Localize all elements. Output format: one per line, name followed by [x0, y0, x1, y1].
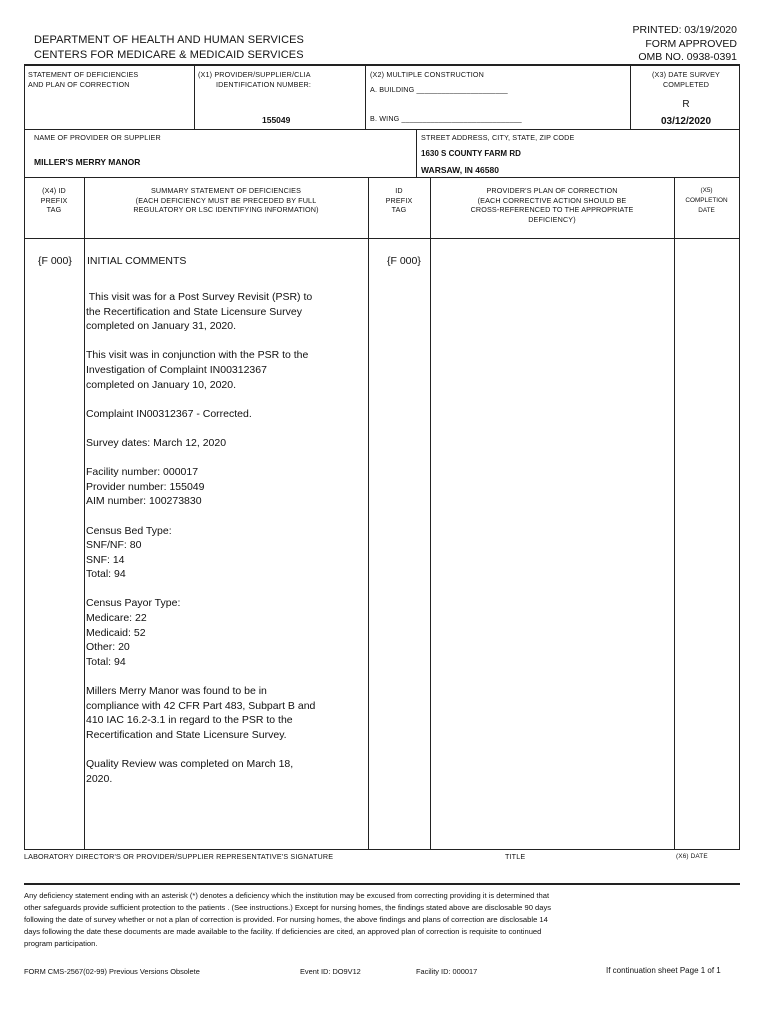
table-left-border [24, 177, 25, 849]
table-right-border [739, 177, 740, 849]
department-header [34, 33, 304, 62]
title-label: TITLE [505, 852, 526, 861]
entry-line: This visit was in conjunction with the PSR to the [86, 349, 309, 362]
entry-paragraph [86, 524, 348, 582]
provider-name: MILLER'S MERRY MANOR [34, 157, 141, 167]
form-approved: FORM APPROVED [645, 37, 737, 50]
form-number: FORM CMS-2567(02-99) Previous Versions Obsolete [24, 967, 200, 976]
entry-paragraph [86, 465, 348, 509]
address-street: 1630 S COUNTY FARM RD [421, 149, 521, 158]
provider-name-label: NAME OF PROVIDER OR SUPPLIER [34, 133, 161, 142]
disclaimer-text [24, 890, 664, 950]
x2-building: A. BUILDING ______________________ [370, 85, 508, 94]
entry-line: Other: 20 [86, 641, 130, 654]
entry-line: Medicare: 22 [86, 612, 147, 625]
signature-bottom-border [24, 883, 740, 885]
entry-line: Complaint IN00312367 - Corrected. [86, 407, 252, 420]
agency-name: CENTERS FOR MEDICARE & MEDICAID SERVICES [34, 48, 304, 61]
divider-x2 [365, 64, 366, 129]
entry-line: Provider number: 155049 [86, 480, 205, 493]
entry-line: Quality Review was completed on March 18, [86, 758, 294, 770]
entry-line: Survey dates: March 12, 2020 [86, 436, 227, 449]
entry-paragraph [86, 596, 348, 669]
plan-header: PROVIDER'S PLAN OF CORRECTION (EACH CORRECTIVE ACTION SHOULD BE CROSS-REFERENCED TO THE APPROPRIATE DEFICIENCY) [470, 186, 634, 224]
disclaimer-line: program participation. [24, 939, 98, 948]
col-divider-x4 [84, 177, 85, 849]
table-bottom-divider [24, 849, 740, 850]
entry-line: compliance with 42 CFR Part 483, Subpart B and [86, 699, 316, 712]
entry-line: This visit was for a Post Survey Revisit (PSR) to [86, 291, 313, 303]
x4-header: (X4) ID PREFIX TAG [40, 186, 68, 214]
entry-paragraph [86, 348, 348, 392]
divider-x1 [194, 64, 195, 129]
entry-line: Facility number: 000017 [86, 466, 199, 479]
omb-number: OMB NO. 0938-0391 [638, 51, 737, 63]
printed-date: PRINTED: 03/19/2020 [632, 24, 737, 36]
provider-left-border [24, 129, 25, 177]
continuation-sheet: If continuation sheet Page 1 of 1 [606, 966, 721, 975]
provider-right-border [739, 129, 740, 177]
entry-title: INITIAL COMMENTS [87, 255, 187, 267]
disclaimer-line: other safeguards provide sufficient protection to the patients . (See instructions.) Except for nursing homes, the findings stated above are disclosable 90 days [24, 903, 552, 912]
entry-line: AIM number: 100273830 [86, 495, 202, 508]
facility-id: Facility ID: 000017 [416, 967, 478, 976]
entry-line: Medicaid: 52 [86, 626, 146, 639]
col-divider-plan [674, 177, 675, 849]
print-info [633, 24, 737, 65]
entry-line: Census Payor Type: [86, 597, 181, 610]
entry-line: completed on January 31, 2020. [86, 320, 237, 333]
entry-body [86, 290, 348, 801]
survey-completed-date: 03/12/2020 [660, 116, 712, 127]
address-label: STREET ADDRESS, CITY, STATE, ZIP CODE [421, 133, 575, 142]
entry-line: Investigation of Complaint IN00312367 [86, 363, 267, 376]
col-divider-summary [368, 177, 369, 849]
row-divider-1 [24, 129, 740, 130]
statement-label: STATEMENT OF DEFICIENCIES AND PLAN OF CORRECTION [28, 70, 139, 89]
department-name: DEPARTMENT OF HEALTH AND HUMAN SERVICES [34, 34, 304, 46]
event-id: Event ID: DO9V12 [300, 967, 361, 976]
entry-line: Recertification and State Licensure Survey. [86, 728, 287, 741]
right-prefix-tag: {F 000} [387, 255, 421, 267]
id-prefix-header: ID PREFIX TAG [385, 186, 413, 214]
entry-paragraph [86, 290, 348, 334]
entry-line: 2020. [86, 772, 113, 785]
survey-type-r: R [682, 99, 690, 110]
form-left-border-top [24, 64, 25, 129]
entry-line: the Recertification and State Licensure Survey [86, 305, 302, 318]
entry-paragraph [86, 684, 348, 742]
x5-header: (X5) COMPLETION DATE [685, 187, 728, 214]
entry-line: Total: 94 [86, 568, 126, 581]
x1-label: (X1) PROVIDER/SUPPLIER/CLIA IDENTIFICATION NUMBER: [198, 70, 312, 89]
form-top-border [24, 64, 740, 66]
entry-line: SNF: 14 [86, 553, 125, 566]
date-label: (X6) DATE [676, 853, 708, 860]
disclaimer-line: days following the date these documents are made available to the facility. If deficiencies are cited, an approved plan of correction is requisite to continued [24, 927, 542, 936]
provider-id-value: 155049 [262, 115, 291, 125]
address-city: WARSAW, IN 46580 [421, 165, 499, 175]
col-divider-id [430, 177, 431, 849]
disclaimer-line: Any deficiency statement ending with an asterisk (*) denotes a deficiency which the institution may be excused from correcting providing it is determined that [24, 891, 550, 900]
entry-line: SNF/NF: 80 [86, 539, 142, 552]
x2-label: (X2) MULTIPLE CONSTRUCTION [370, 70, 484, 79]
provider-divider [416, 129, 417, 177]
row-divider-2 [24, 177, 740, 178]
summary-header: SUMMARY STATEMENT OF DEFICIENCIES (EACH DEFICIENCY MUST BE PRECEDED BY FULL REGULATORY OR LSC IDENTIFYING INFORMATION) [133, 186, 319, 214]
entry-line: 410 IAC 16.2-3.1 in regard to the PSR to the [86, 714, 293, 727]
entry-line: Total: 94 [86, 655, 126, 668]
entry-paragraph [86, 757, 348, 786]
entry-paragraph [86, 436, 348, 451]
entry-line: completed on January 10, 2020. [86, 378, 237, 391]
divider-x3 [630, 64, 631, 129]
signature-label: LABORATORY DIRECTOR'S OR PROVIDER/SUPPLIER REPRESENTATIVE'S SIGNATURE [24, 852, 334, 861]
x3-label: (X3) DATE SURVEY COMPLETED [651, 70, 721, 89]
header-bottom-divider [24, 238, 740, 239]
entry-line: Census Bed Type: [86, 524, 172, 537]
disclaimer-line: following the date of survey whether or not a plan of correction is provided. For nursing homes, the above findings and plans of correction are disclosable 14 [24, 915, 548, 924]
left-prefix-tag: {F 000} [38, 255, 72, 267]
entry-paragraph [86, 407, 348, 422]
entry-line: Millers Merry Manor was found to be in [86, 685, 267, 698]
x2-wing: B. WING _____________________________ [370, 114, 522, 123]
